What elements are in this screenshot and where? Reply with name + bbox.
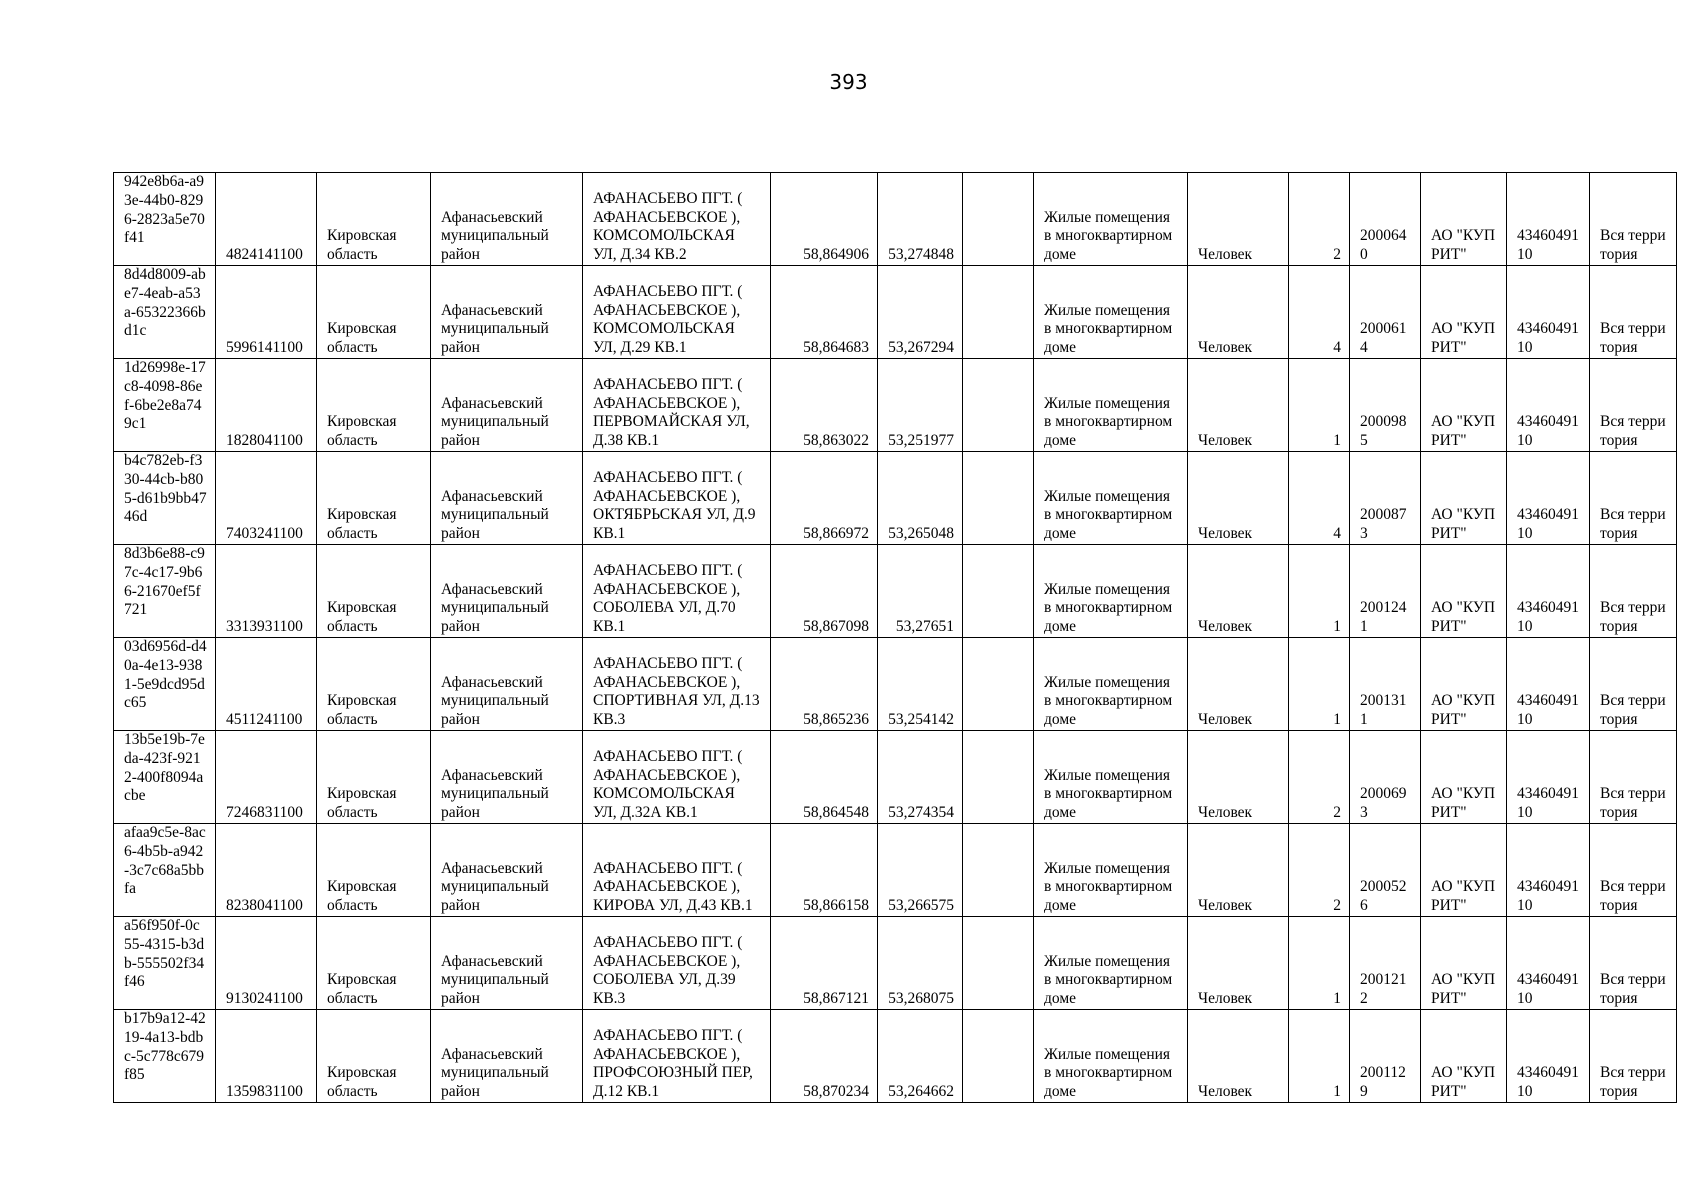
district-cell: Афанасьевский муниципальный район: [431, 824, 583, 917]
address-cell: АФАНАСЬЕВО ПГТ. ( АФАНАСЬЕВСКОЕ ), КОМСОМОЛЬСКАЯ УЛ, Д.32А КВ.1: [583, 731, 771, 824]
code-cell: 4511241100: [216, 638, 317, 731]
data-table: [113, 172, 1677, 1103]
empty-cell: [963, 359, 1034, 452]
count-cell: 1: [1289, 545, 1350, 638]
empty-cell: [963, 638, 1034, 731]
record-id-cell: [114, 545, 216, 638]
record-id-text: 03d6956d-d40a-4e13-9381-5e9dcd95dc65: [124, 638, 207, 712]
record-id-text: b4c782eb-f330-44cb-b805-d61b9bb4746d: [124, 452, 207, 526]
number-cell: 2000640: [1350, 173, 1421, 266]
premises-type-cell: Жилые помещения в многоквартирном доме: [1034, 452, 1188, 545]
region-cell: Кировская область: [317, 917, 431, 1010]
scope-cell: Вся территория: [1590, 824, 1677, 917]
latitude-cell: 58,867121: [771, 917, 878, 1010]
record-id-cell: [114, 359, 216, 452]
code-cell: 5996141100: [216, 266, 317, 359]
record-id-text: 942e8b6a-a93e-44b0-8296-2823a5e70f41: [124, 173, 205, 247]
empty-cell: [963, 917, 1034, 1010]
region-cell: Кировская область: [317, 545, 431, 638]
number-cell: 2001311: [1350, 638, 1421, 731]
number-cell: 2000873: [1350, 452, 1421, 545]
latitude-cell: 58,864906: [771, 173, 878, 266]
inn-cell: 4346049110: [1507, 545, 1590, 638]
district-cell: Афанасьевский муниципальный район: [431, 173, 583, 266]
district-cell: Афанасьевский муниципальный район: [431, 638, 583, 731]
district-cell: Афанасьевский муниципальный район: [431, 545, 583, 638]
longitude-cell: 53,27651: [878, 545, 963, 638]
scope-cell: Вся территория: [1590, 173, 1677, 266]
record-id-cell: [114, 173, 216, 266]
unit-cell: Человек: [1188, 824, 1289, 917]
empty-cell: [963, 824, 1034, 917]
premises-type-cell: Жилые помещения в многоквартирном доме: [1034, 359, 1188, 452]
unit-cell: Человек: [1188, 638, 1289, 731]
number-cell: 2001212: [1350, 917, 1421, 1010]
empty-cell: [963, 173, 1034, 266]
page-number: 393: [829, 70, 868, 94]
count-cell: 1: [1289, 638, 1350, 731]
count-cell: 1: [1289, 1010, 1350, 1103]
latitude-cell: 58,870234: [771, 1010, 878, 1103]
premises-type-cell: Жилые помещения в многоквартирном доме: [1034, 917, 1188, 1010]
count-cell: 1: [1289, 917, 1350, 1010]
latitude-cell: 58,863022: [771, 359, 878, 452]
address-cell: АФАНАСЬЕВО ПГТ. ( АФАНАСЬЕВСКОЕ ), ПЕРВОМАЙСКАЯ УЛ, Д.38 КВ.1: [583, 359, 771, 452]
address-cell: АФАНАСЬЕВО ПГТ. ( АФАНАСЬЕВСКОЕ ), СОБОЛЕВА УЛ, Д.70 КВ.1: [583, 545, 771, 638]
inn-cell: 4346049110: [1507, 1010, 1590, 1103]
unit-cell: Человек: [1188, 173, 1289, 266]
unit-cell: Человек: [1188, 731, 1289, 824]
count-cell: 4: [1289, 266, 1350, 359]
record-id-text: afaa9c5e-8ac6-4b5b-a942-3c7c68a5bbfa: [124, 824, 206, 898]
region-cell: Кировская область: [317, 452, 431, 545]
unit-cell: Человек: [1188, 452, 1289, 545]
premises-type-cell: Жилые помещения в многоквартирном доме: [1034, 638, 1188, 731]
inn-cell: 4346049110: [1507, 917, 1590, 1010]
table-row: [114, 173, 1677, 266]
address-cell: АФАНАСЬЕВО ПГТ. ( АФАНАСЬЕВСКОЕ ), ПРОФСОЮЗНЫЙ ПЕР, Д.12 КВ.1: [583, 1010, 771, 1103]
code-cell: 9130241100: [216, 917, 317, 1010]
record-id-cell: [114, 266, 216, 359]
premises-type-cell: Жилые помещения в многоквартирном доме: [1034, 545, 1188, 638]
count-cell: 2: [1289, 173, 1350, 266]
region-cell: Кировская область: [317, 1010, 431, 1103]
code-cell: 4824141100: [216, 173, 317, 266]
record-id-cell: [114, 917, 216, 1010]
code-cell: 1828041100: [216, 359, 317, 452]
number-cell: 2001241: [1350, 545, 1421, 638]
table-row: [114, 545, 1677, 638]
longitude-cell: 53,254142: [878, 638, 963, 731]
district-cell: Афанасьевский муниципальный район: [431, 359, 583, 452]
premises-type-cell: Жилые помещения в многоквартирном доме: [1034, 1010, 1188, 1103]
scope-cell: Вся территория: [1590, 917, 1677, 1010]
address-cell: АФАНАСЬЕВО ПГТ. ( АФАНАСЬЕВСКОЕ ), СПОРТИВНАЯ УЛ, Д.13 КВ.3: [583, 638, 771, 731]
longitude-cell: 53,267294: [878, 266, 963, 359]
record-id-text: 8d3b6e88-c97c-4c17-9b66-21670ef5f721: [124, 545, 205, 619]
latitude-cell: 58,866158: [771, 824, 878, 917]
organization-cell: АО "КУПРИТ": [1421, 1010, 1507, 1103]
organization-cell: АО "КУПРИТ": [1421, 824, 1507, 917]
count-cell: 2: [1289, 824, 1350, 917]
unit-cell: Человек: [1188, 359, 1289, 452]
record-id-text: 1d26998e-17c8-4098-86ef-6be2e8a749c1: [124, 359, 206, 433]
empty-cell: [963, 731, 1034, 824]
organization-cell: АО "КУПРИТ": [1421, 731, 1507, 824]
longitude-cell: 53,251977: [878, 359, 963, 452]
region-cell: Кировская область: [317, 173, 431, 266]
number-cell: 2000693: [1350, 731, 1421, 824]
table-row: [114, 917, 1677, 1010]
premises-type-cell: Жилые помещения в многоквартирном доме: [1034, 266, 1188, 359]
address-cell: АФАНАСЬЕВО ПГТ. ( АФАНАСЬЕВСКОЕ ), КИРОВА УЛ, Д.43 КВ.1: [583, 824, 771, 917]
district-cell: Афанасьевский муниципальный район: [431, 452, 583, 545]
empty-cell: [963, 266, 1034, 359]
code-cell: 7403241100: [216, 452, 317, 545]
region-cell: Кировская область: [317, 638, 431, 731]
record-id-text: 8d4d8009-abe7-4eab-a53a-65322366bd1c: [124, 266, 206, 340]
record-id-cell: [114, 638, 216, 731]
record-id-text: b17b9a12-4219-4a13-bdbc-5c778c679f85: [124, 1010, 206, 1084]
district-cell: Афанасьевский муниципальный район: [431, 917, 583, 1010]
table-row: [114, 638, 1677, 731]
organization-cell: АО "КУПРИТ": [1421, 917, 1507, 1010]
scope-cell: Вся территория: [1590, 452, 1677, 545]
region-cell: Кировская область: [317, 266, 431, 359]
longitude-cell: 53,274848: [878, 173, 963, 266]
longitude-cell: 53,268075: [878, 917, 963, 1010]
unit-cell: Человек: [1188, 1010, 1289, 1103]
longitude-cell: 53,274354: [878, 731, 963, 824]
premises-type-cell: Жилые помещения в многоквартирном доме: [1034, 824, 1188, 917]
record-id-cell: [114, 824, 216, 917]
district-cell: Афанасьевский муниципальный район: [431, 266, 583, 359]
unit-cell: Человек: [1188, 917, 1289, 1010]
scope-cell: Вся территория: [1590, 638, 1677, 731]
scope-cell: Вся территория: [1590, 731, 1677, 824]
count-cell: 4: [1289, 452, 1350, 545]
record-id-cell: [114, 1010, 216, 1103]
address-cell: АФАНАСЬЕВО ПГТ. ( АФАНАСЬЕВСКОЕ ), СОБОЛЕВА УЛ, Д.39 КВ.3: [583, 917, 771, 1010]
table-row: [114, 824, 1677, 917]
empty-cell: [963, 545, 1034, 638]
organization-cell: АО "КУПРИТ": [1421, 173, 1507, 266]
longitude-cell: 53,266575: [878, 824, 963, 917]
number-cell: 2000614: [1350, 266, 1421, 359]
number-cell: 2001129: [1350, 1010, 1421, 1103]
table-row: [114, 452, 1677, 545]
empty-cell: [963, 452, 1034, 545]
count-cell: 2: [1289, 731, 1350, 824]
organization-cell: АО "КУПРИТ": [1421, 359, 1507, 452]
region-cell: Кировская область: [317, 824, 431, 917]
organization-cell: АО "КУПРИТ": [1421, 638, 1507, 731]
table-row: [114, 731, 1677, 824]
scope-cell: Вся территория: [1590, 359, 1677, 452]
inn-cell: 4346049110: [1507, 638, 1590, 731]
code-cell: 8238041100: [216, 824, 317, 917]
address-cell: АФАНАСЬЕВО ПГТ. ( АФАНАСЬЕВСКОЕ ), КОМСОМОЛЬСКАЯ УЛ, Д.34 КВ.2: [583, 173, 771, 266]
table-body: [114, 173, 1677, 1103]
code-cell: 7246831100: [216, 731, 317, 824]
table-row: [114, 359, 1677, 452]
inn-cell: 4346049110: [1507, 731, 1590, 824]
record-id-text: a56f950f-0c55-4315-b3db-555502f34f46: [124, 917, 205, 991]
inn-cell: 4346049110: [1507, 266, 1590, 359]
organization-cell: АО "КУПРИТ": [1421, 266, 1507, 359]
longitude-cell: 53,264662: [878, 1010, 963, 1103]
longitude-cell: 53,265048: [878, 452, 963, 545]
premises-type-cell: Жилые помещения в многоквартирном доме: [1034, 173, 1188, 266]
address-cell: АФАНАСЬЕВО ПГТ. ( АФАНАСЬЕВСКОЕ ), ОКТЯБРЬСКАЯ УЛ, Д.9 КВ.1: [583, 452, 771, 545]
unit-cell: Человек: [1188, 545, 1289, 638]
latitude-cell: 58,864548: [771, 731, 878, 824]
record-id-cell: [114, 731, 216, 824]
region-cell: Кировская область: [317, 731, 431, 824]
organization-cell: АО "КУПРИТ": [1421, 545, 1507, 638]
inn-cell: 4346049110: [1507, 824, 1590, 917]
inn-cell: 4346049110: [1507, 359, 1590, 452]
record-id-text: 13b5e19b-7eda-423f-9212-400f8094acbe: [124, 731, 205, 805]
latitude-cell: 58,867098: [771, 545, 878, 638]
scope-cell: Вся территория: [1590, 545, 1677, 638]
code-cell: 1359831100: [216, 1010, 317, 1103]
district-cell: Афанасьевский муниципальный район: [431, 1010, 583, 1103]
organization-cell: АО "КУПРИТ": [1421, 452, 1507, 545]
empty-cell: [963, 1010, 1034, 1103]
region-cell: Кировская область: [317, 359, 431, 452]
number-cell: 2000526: [1350, 824, 1421, 917]
record-id-cell: [114, 452, 216, 545]
table-row: [114, 1010, 1677, 1103]
scope-cell: Вся территория: [1590, 1010, 1677, 1103]
latitude-cell: 58,864683: [771, 266, 878, 359]
inn-cell: 4346049110: [1507, 452, 1590, 545]
inn-cell: 4346049110: [1507, 173, 1590, 266]
latitude-cell: 58,865236: [771, 638, 878, 731]
table-row: [114, 266, 1677, 359]
premises-type-cell: Жилые помещения в многоквартирном доме: [1034, 731, 1188, 824]
code-cell: 3313931100: [216, 545, 317, 638]
latitude-cell: 58,866972: [771, 452, 878, 545]
scope-cell: Вся территория: [1590, 266, 1677, 359]
address-cell: АФАНАСЬЕВО ПГТ. ( АФАНАСЬЕВСКОЕ ), КОМСОМОЛЬСКАЯ УЛ, Д.29 КВ.1: [583, 266, 771, 359]
unit-cell: Человек: [1188, 266, 1289, 359]
count-cell: 1: [1289, 359, 1350, 452]
district-cell: Афанасьевский муниципальный район: [431, 731, 583, 824]
number-cell: 2000985: [1350, 359, 1421, 452]
